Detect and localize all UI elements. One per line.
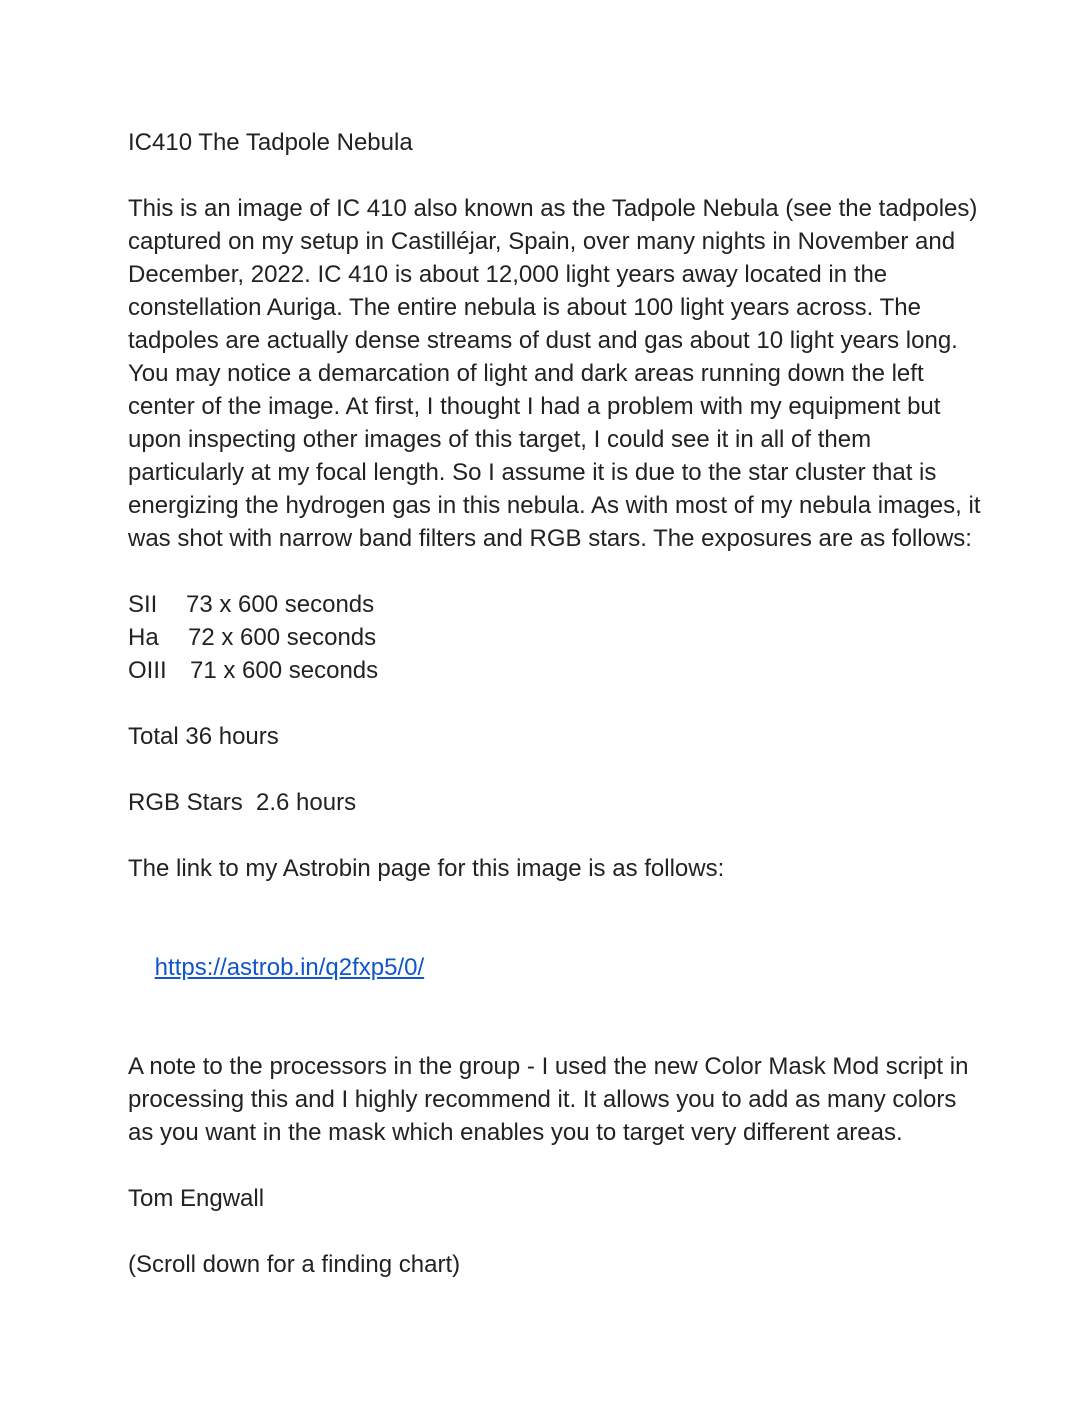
exposure-filter: Ha: [128, 624, 159, 651]
link-intro: The link to my Astrobin page for this image is as follows:: [128, 855, 725, 882]
exposure-row-oiii: [128, 654, 988, 687]
total-hours: Total 36 hours: [128, 723, 279, 750]
scroll-note: (Scroll down for a finding chart): [128, 1251, 461, 1278]
exposure-value: 72 x 600 seconds: [188, 624, 377, 651]
astrobin-link[interactable]: https://astrob.in/q2fxp5/0/: [154, 954, 425, 981]
exposure-filter: SII: [128, 591, 158, 618]
exposure-row-sii: [128, 588, 988, 621]
exposure-list: [128, 588, 988, 687]
exposure-value: 71 x 600 seconds: [190, 657, 379, 684]
rgb-stars-hours: RGB Stars 2.6 hours: [128, 789, 357, 816]
exposure-value: 73 x 600 seconds: [186, 591, 375, 618]
exposure-filter: OIII: [128, 657, 167, 684]
document-title: IC410 The Tadpole Nebula: [128, 129, 413, 156]
link-paragraph: [128, 918, 988, 1017]
intro-paragraph: This is an image of IC 410 also known as the Tadpole Nebula (see the tadpoles) captured on my setup in Castilléjar, Spain, over many nights in November and December, 2022. IC 410 is about 12,000 light years away located in the constellation Auriga. The entire nebula is about 100 light years across. The tadpoles are actually dense streams of dust and gas about 10 light years long. You may notice a demarcation of light and dark areas running down the left center of the image. At first, I thought I had a problem with my equipment but upon inspecting other images of this target, I could see it in all of them particularly at my focal length. So I assume it is due to the star cluster that is energizing the hydrogen gas in this nebula. As with most of my nebula images, it was shot with narrow band filters and RGB stars. The exposures are as follows:: [128, 195, 988, 552]
exposure-row-ha: [128, 621, 988, 654]
author-name: Tom Engwall: [128, 1185, 265, 1212]
document-page: [128, 126, 988, 1281]
processing-note: A note to the processors in the group - I used the new Color Mask Mod script in processing this and I highly recommend it. It allows you to add as many colors as you want in the mask which enables you to target very different areas.: [128, 1053, 976, 1146]
